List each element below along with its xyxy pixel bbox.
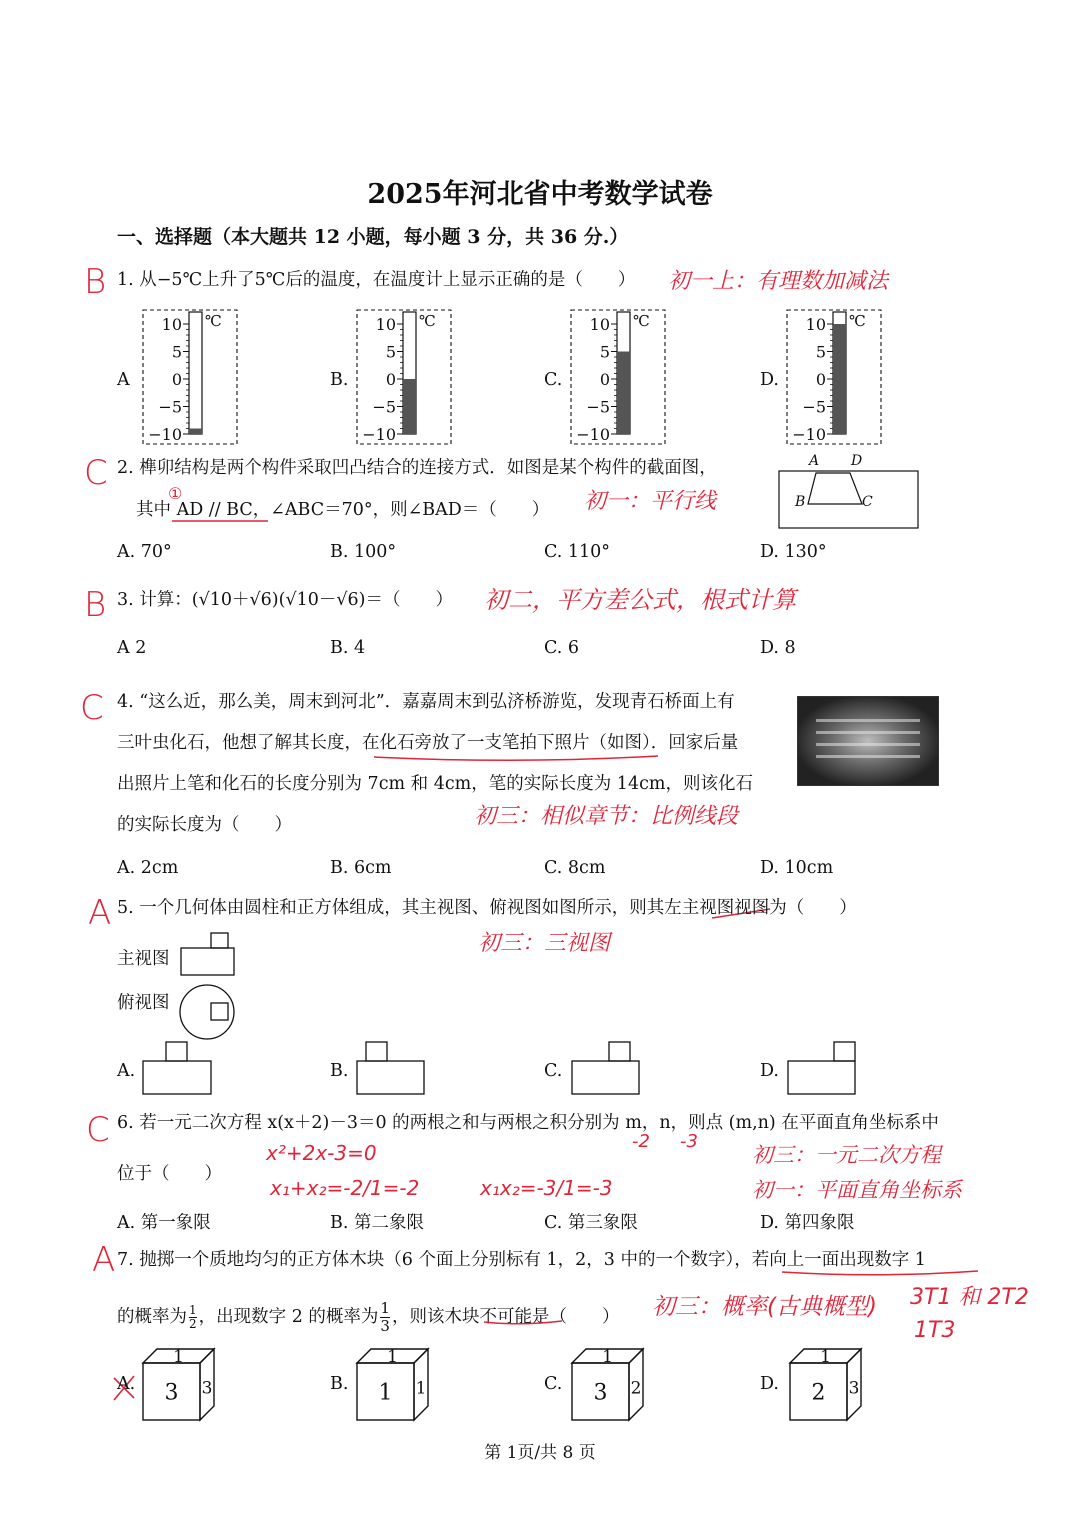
tick-label: 5 xyxy=(815,342,826,362)
tick-label: 5 xyxy=(599,342,610,362)
question-5-text: 5. 一个几何体由圆柱和正方体组成，其主视图、俯视图如图所示，则其左主视图视图为（ ） xyxy=(117,898,857,918)
top-view-label: 俯视图 xyxy=(117,993,170,1013)
tick-label: 0 xyxy=(599,370,610,389)
answer-3: B xyxy=(84,585,107,625)
note-q1: 初一上：有理数加减法 xyxy=(668,269,889,294)
unit-label: ℃ xyxy=(419,312,436,330)
fig-label-d: D xyxy=(851,453,863,469)
cube-front-number: 3 xyxy=(164,1380,179,1406)
note-q6-topic1: 初三：一元二次方程 xyxy=(752,1143,941,1167)
note-q4: 初三：相似章节：比例线段 xyxy=(474,804,739,829)
q7-option-a: A. xyxy=(117,1374,136,1394)
unit-label: ℃ xyxy=(633,312,650,330)
answer-6: C xyxy=(86,1110,110,1150)
q6-option-c: C. 第三象限 xyxy=(544,1213,638,1233)
note-q6-eq: x²+2x-3=0 xyxy=(266,1141,377,1165)
question-7-line2: 的概率为 $\frac{1}{2}$ ，出现数字 2 的概率为 $\frac{1}{3}$ ，则该木块不可能是（ ） xyxy=(117,1299,620,1335)
answer-2: C xyxy=(84,453,108,493)
q6-option-d: D. 第四象限 xyxy=(760,1213,855,1233)
q6-option-b: B. 第二象限 xyxy=(330,1213,424,1233)
q3-option-a: A 2 xyxy=(117,638,147,658)
tick-label: −5 xyxy=(158,397,182,417)
answer-7: A xyxy=(92,1240,116,1280)
tick-label: −5 xyxy=(372,397,396,417)
note-q6-topic2: 初一：平面直角坐标系 xyxy=(752,1178,962,1202)
question-3-text: 3. 计算：(√10＋√6)(√10－√6)＝（ ） xyxy=(117,590,453,610)
cube-side-number: 1 xyxy=(415,1378,427,1399)
tick-label: 0 xyxy=(171,370,182,389)
q2-option-d: D. 130° xyxy=(760,542,827,562)
q7-option-d: D. xyxy=(760,1374,779,1394)
tick-label: −10 xyxy=(148,425,182,444)
tick-label: 5 xyxy=(171,342,182,362)
tick-label: 10 xyxy=(589,315,610,334)
note-q7-cases: 3T1 和 2T2 xyxy=(910,1285,1029,1310)
question-4-line4: 的实际长度为（ ） xyxy=(117,815,292,835)
cube-top-number: 1 xyxy=(173,1347,184,1367)
note-q2-circle: ① xyxy=(168,484,183,503)
fig-label-b: B xyxy=(795,494,806,510)
tick-label: 5 xyxy=(385,342,396,362)
tick-label: −5 xyxy=(802,397,826,417)
cube-front-number: 2 xyxy=(811,1380,826,1406)
q1-option-c: C. xyxy=(544,370,563,390)
question-1-text: 1. 从−5℃上升了5℃后的温度，在温度计上显示正确的是（ ） xyxy=(117,270,636,290)
fig-label-c: C xyxy=(862,494,873,510)
cube-side-number: 3 xyxy=(848,1378,860,1399)
tick-label: −5 xyxy=(586,397,610,417)
q2-option-b: B. 100° xyxy=(330,542,397,562)
tick-label: 0 xyxy=(385,370,396,389)
question-7-line1: 7. 抛掷一个质地均匀的正方体木块（6 个面上分别标有 1，2，3 中的一个数字），若向上一面出现数字 1 xyxy=(117,1250,926,1270)
q7-option-c: C. xyxy=(544,1374,563,1394)
question-4-line3: 出照片上笔和化石的长度分别为 7cm 和 4cm，笔的实际长度为 14cm，则该化石 xyxy=(117,774,753,794)
cube-side-number: 3 xyxy=(201,1378,213,1399)
q5-option-b: B. xyxy=(330,1061,349,1081)
front-view-label: 主视图 xyxy=(117,949,170,969)
tick-label: −10 xyxy=(362,425,396,444)
section-heading: 一、选择题（本大题共 12 小题，每小题 3 分，共 36 分.） xyxy=(117,226,629,248)
q6-option-a: A. 第一象限 xyxy=(117,1213,211,1233)
cube-top-number: 1 xyxy=(820,1347,831,1367)
note-q6-n: -3 xyxy=(680,1131,698,1152)
unit-label: ℃ xyxy=(205,312,222,330)
note-q3: 初二，平方差公式，根式计算 xyxy=(484,586,796,614)
tick-label: 0 xyxy=(815,370,826,389)
note-q5: 初三：三视图 xyxy=(478,931,611,956)
tick-label: 10 xyxy=(805,315,826,334)
cube-side-number: 2 xyxy=(630,1378,642,1399)
q1-option-d: D. xyxy=(760,370,779,390)
q5-option-c: C. xyxy=(544,1061,563,1081)
tick-label: 10 xyxy=(161,315,182,334)
note-q2: 初一：平行线 xyxy=(584,489,717,514)
q1-option-b: B. xyxy=(330,370,349,390)
question-2-line1: 2. 榫卯结构是两个构件采取凹凸结合的连接方式．如图是某个构件的截面图， xyxy=(117,458,717,478)
fig-label-a: A xyxy=(809,453,820,469)
cube-top-number: 1 xyxy=(387,1347,398,1367)
answer-5: A xyxy=(88,893,112,933)
unit-label: ℃ xyxy=(849,312,866,330)
q3-option-d: D. 8 xyxy=(760,638,796,658)
q4-option-d: D. 10cm xyxy=(760,858,834,878)
q4-option-b: B. 6cm xyxy=(330,858,392,878)
q2-option-c: C. 110° xyxy=(544,542,611,562)
tick-label: −10 xyxy=(576,425,610,444)
question-6-line2: 位于（ ） xyxy=(117,1164,222,1184)
note-q7: 初三：概率(古典概型) xyxy=(652,1294,877,1320)
q5-option-a: A. xyxy=(117,1061,136,1081)
q1-option-a: A xyxy=(117,370,130,390)
note-q6-m: -2 xyxy=(632,1131,650,1152)
question-4-line2: 三叶虫化石，他想了解其长度，在化石旁放了一支笔拍下照片（如图）．回家后量 xyxy=(117,733,739,753)
q3-option-c: C. 6 xyxy=(544,638,580,658)
tick-label: 10 xyxy=(375,315,396,334)
answer-4: C xyxy=(80,688,104,728)
note-q6-product: x₁x₂=-3/1=-3 xyxy=(480,1176,613,1200)
question-4-line1: 4. “这么近，那么美，周末到河北”．嘉嘉周末到弘济桥游览，发现青石桥面上有 xyxy=(117,692,735,712)
note-q6-sum: x₁+x₂=-2/1=-2 xyxy=(270,1176,420,1200)
q7-option-b: B. xyxy=(330,1374,349,1394)
q2-option-a: A. 70° xyxy=(117,542,172,562)
page-footer: 第 1页/共 8 页 xyxy=(484,1443,596,1463)
question-2-line2: 其中 AD // BC，∠ABC＝70°，则∠BAD＝（ ） xyxy=(136,500,550,520)
q3-option-b: B. 4 xyxy=(330,638,366,658)
q4-option-a: A. 2cm xyxy=(117,858,179,878)
tick-label: −10 xyxy=(792,425,826,444)
cube-top-number: 1 xyxy=(602,1347,613,1367)
cube-front-number: 1 xyxy=(378,1380,393,1406)
page-title: 2025年河北省中考数学试卷 xyxy=(367,179,713,210)
answer-1: B xyxy=(84,262,107,302)
note-q7-case3: 1T3 xyxy=(914,1318,956,1343)
question-6-line1: 6. 若一元二次方程 x(x＋2)－3＝0 的两根之和与两根之积分别为 m，n，则点 (m,n) 在平面直角坐标系中 xyxy=(117,1113,939,1133)
q4-option-c: C. 8cm xyxy=(544,858,606,878)
cube-front-number: 3 xyxy=(593,1380,608,1406)
q5-option-d: D. xyxy=(760,1061,779,1081)
